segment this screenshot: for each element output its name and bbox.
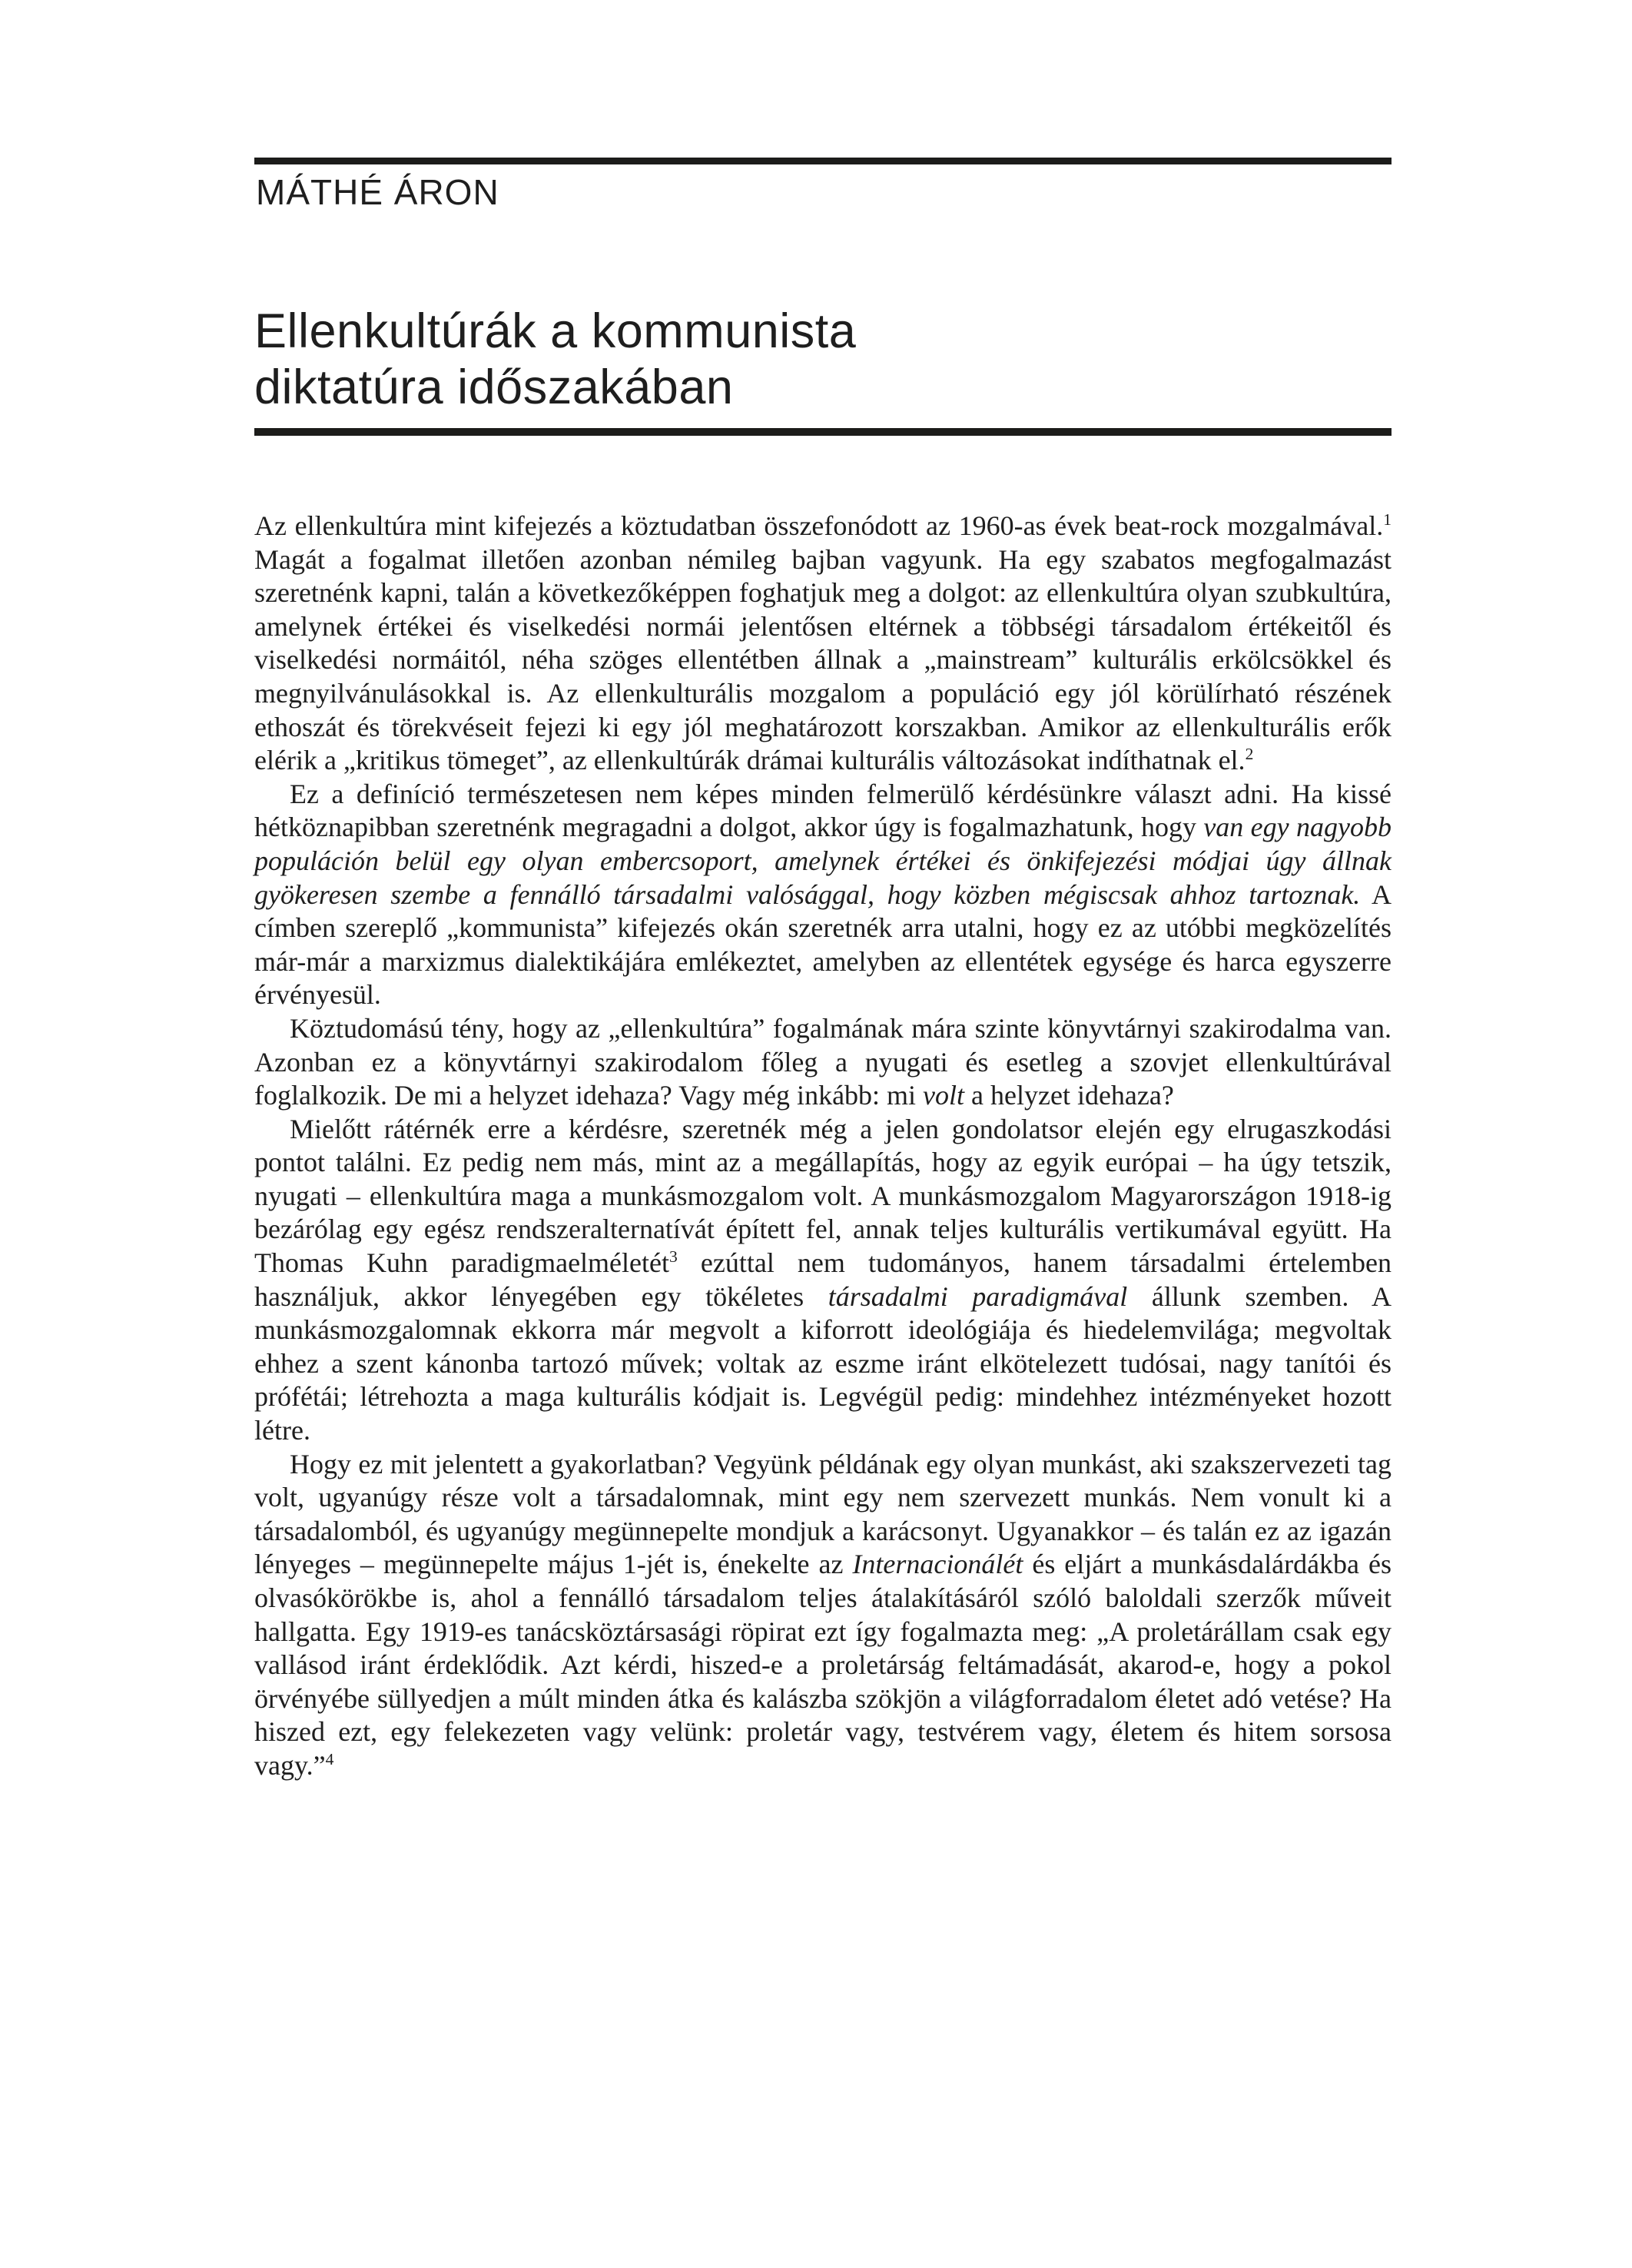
paragraph (254, 1113, 1392, 1448)
text-segment: volt (923, 1080, 965, 1111)
title-line-2: diktatúra időszakában (254, 360, 734, 414)
footnote-marker: 2 (1245, 745, 1254, 764)
text-segment: ezúttal nem tudományos, hanem társadalmi értelemben használjuk, akkor lényegében egy tökéletes (254, 1247, 1392, 1312)
paragraph (254, 510, 1392, 778)
footnote-marker: 1 (1383, 510, 1392, 529)
paragraph (254, 1448, 1392, 1783)
text-segment: van egy nagyobb populáción belül egy olyan embercsoport, amelynek értékei és önkifejezési módjai úgy állnak gyökeresen szembe a fennálló társadalmi valósággal, hogy közben mégiscsak ahhoz tartoznak. (254, 812, 1392, 910)
footnote-marker: 3 (669, 1247, 678, 1267)
header-rule (254, 158, 1392, 164)
footnote-marker: 4 (325, 1749, 334, 1768)
text-segment: Az ellenkultúra mint kifejezés a köztudatban összefonódott az 1960-as évek beat-rock mozgalmával. (254, 510, 1384, 541)
text-segment: Hogy ez mit jelentett a gyakorlatban? Vegyünk példának egy olyan munkást, aki szakszervezeti tag volt, ugyanúgy része volt a társadalomnak, mint egy nem szervezett munkás. Nem vonult ki a társadalomból, és ugyanúgy megünnepelte mondjuk a karácsonyt. Ugyanakkor – és talán ez az igazán lényeges – megünnepelte május 1-jét is, énekelte az (254, 1448, 1392, 1580)
article-body (254, 510, 1392, 1783)
title-rule (254, 428, 1392, 436)
text-column (254, 0, 1392, 2268)
text-segment: állunk szemben. A munkásmozgalomnak ekkorra már megvolt a kiforrott ideológiája és hiedelemvilága; megvoltak ehhez a szent kánonba tartozó művek; voltak az eszme iránt elkötelezett tudósai, nagy tanítói és prófétái; létrehozta a maga kulturális kódjait is. Legvégül pedig: mindehhez intézményeket hozott létre. (254, 1280, 1392, 1446)
text-segment: a helyzet idehaza? (964, 1080, 1174, 1111)
text-segment: és eljárt a munkásdalárdákba és olvasókörökbe is, ahol a fennálló társadalom teljes átalakításáról szóló baloldali szerzők műveit hallgatta. Egy 1919-es tanácsköztársasági röpirat ezt így fogalmazta meg: „A proletárállam csak egy vallásod iránt érdeklődik. Azt kérdi, hiszed-e a proletárság feltámadását, akarod-e, hogy a pokol örvényébe süllyedjen a múlt minden átka és kalászba szökjön a világforradalom életet adó vetése? Ha hiszed ezt, egy felekezeten vagy velünk: proletár vagy, testvérem vagy, életem és hitem sorsosa vagy.” (254, 1549, 1392, 1781)
text-segment: Köztudomású tény, hogy az „ellenkultúra” fogalmának mára szinte könyvtárnyi szakirodalma van. Azonban ez a könyvtárnyi szakirodalom főleg a nyugati és esetleg a szovjet ellenkultúrával foglalkozik. De mi a helyzet idehaza? Vagy még inkább: mi (254, 1012, 1392, 1111)
text-segment: Ez a definíció természetesen nem képes minden felmerülő kérdésünkre választ adni. Ha kissé hétköznapibban szeretnénk megragadni a dolgot, akkor úgy is fogalmazhatunk, hogy (254, 778, 1392, 843)
author-name: MÁTHÉ ÁRON (256, 172, 499, 212)
text-segment: Internacionálét (852, 1549, 1023, 1580)
paragraph (254, 1012, 1392, 1113)
text-segment: társadalmi paradigmával (828, 1280, 1128, 1312)
text-segment: Magát a fogalmat illetően azonban némileg bajban vagyunk. Ha egy szabatos megfogalmazást szeretnénk kapni, talán a következőképpen foghatjuk meg a dolgot: az ellenkultúra olyan szubkultúra, amelynek értékei és viselkedési normái jelentősen eltérnek a többségi társadalom értékeitől és viselkedési normáitól, néha szöges ellentétben állnak a „mainstream” kulturális erkölcsökkel és megnyilvánulásokkal is. Az ellenkulturális mozgalom a populáció egy jól körülírható részének ethoszát és törekvéseit fejezi ki egy jól meghatározott korszakban. Amikor az ellenkulturális erők elérik a „kritikus tömeget”, az ellenkultúrák drámai kulturális változásokat indíthatnak el. (254, 543, 1392, 776)
title-line-1: Ellenkultúrák a kommunista (254, 304, 857, 358)
paragraph (254, 778, 1392, 1012)
text-segment: A címben szereplő „kommunista” kifejezés okán szeretnék arra utalni, hogy ez az utóbbi megközelítés már-már a marxizmus dialektikájára emlékeztet, amelyben az ellentétek egysége és harca egyszerre érvényesül. (254, 878, 1392, 1011)
text-segment: Mielőtt rátérnék erre a kérdésre, szeretnék még a jelen gondolatsor elején egy elrugaszkodási pontot találni. Ez pedig nem más, mint az a megállapítás, hogy az egyik európai – ha úgy tetszik, nyugati – ellenkultúra maga a munkásmozgalom volt. A munkásmozgalom Magyarországon 1918-ig bezárólag egy egész rendszeralternatívát épített fel, annak teljes kulturális vertikumával együtt. Ha Thomas Kuhn paradigmaelméletét (254, 1113, 1392, 1279)
article-title (254, 304, 856, 416)
